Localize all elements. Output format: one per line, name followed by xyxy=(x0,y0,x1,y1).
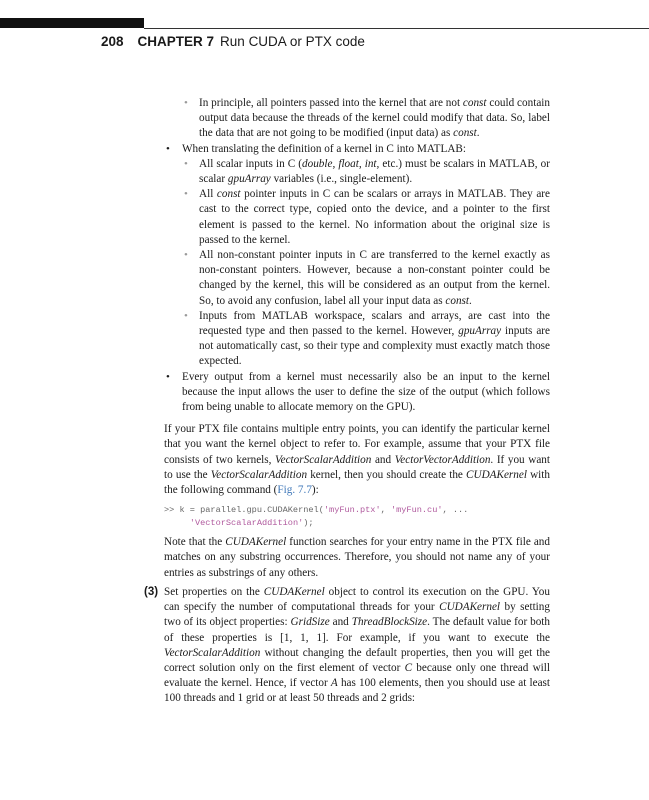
step-3: (3) Set properties on the CUDAKernel object to control its execution on the GPU. You can specify the number of computational threads for your CUDAKernel by setting two of its object properties: GridSize and ThreadBlockSize. The default value for both of these properties is [1, 1, 1]. For example, if you want to execute the VectorScalarAddition without changing the default properties, then you will get the correct solution only on the first element of vector C because only one thread will evaluate the kernel. Hence, if vector A has 100 elements, then you should use at least 100 threads and 1 grid or at least 50 threads and 2 grids: xyxy=(144,585,551,705)
list-item: • All non-constant pointer inputs in C are transferred to the kernel exactly as non-constant pointers. However, because a non-constant pointer could be changed by the kernel, this will be considered as an output from the kernel. So, to avoid any confusion, label all your input data as const. xyxy=(182,248,550,309)
step-number: (3) xyxy=(144,585,159,598)
list-item xyxy=(164,142,550,370)
chapter-title: Run CUDA or PTX code xyxy=(220,34,365,49)
continued-sublist xyxy=(182,96,550,142)
list-item: • In principle, all pointers passed into the kernel that are not const could contain output data because the threads of the kernel could modify that data. So, label the data that are not going to be modified (input data) as const. xyxy=(182,96,550,142)
paragraph-note: Note that the CUDAKernel function searches for your entry name in the PTX file and matches on any substring occurrences. Therefore, you should not name any of your entries as substrings of any others. xyxy=(164,536,550,579)
list-item: • All const pointer inputs in C can be scalars or arrays in MATLAB. They are cast to the correct type, copied onto the device, and a pointer to the first element is passed to the kernel. No information about the original size is passed to the kernel. xyxy=(182,187,550,248)
bullet-list xyxy=(164,142,550,416)
code-block: >> k = parallel.gpu.CUDAKernel('myFun.ptx', 'myFun.cu', ... 'VectorScalarAddition'); xyxy=(164,505,469,528)
list-item-text: When translating the definition of a kernel in C into MATLAB: xyxy=(182,142,466,155)
header-rule xyxy=(144,28,649,29)
list-item: • Every output from a kernel must necessarily also be an input to the kernel because the input allows the user to define the size of the output (which follows from being unable to allocate memory on the GPU). xyxy=(164,370,550,416)
running-head xyxy=(101,34,365,49)
page-body xyxy=(144,96,551,707)
list-item: • All scalar inputs in C (double, float, int, etc.) must be scalars in MATLAB, or scalar gpuArray variables (i.e., single-element). xyxy=(182,157,550,187)
list-item: • Inputs from MATLAB workspace, scalars and arrays, are cast into the requested type and then passed to the kernel. However, gpuArray inputs are not automatically cast, so their type and complexity must exactly match those expected. xyxy=(182,309,550,370)
figure-link[interactable]: Fig. 7.7 xyxy=(277,484,312,497)
page-number: 208 xyxy=(101,34,124,49)
header-bar xyxy=(0,18,144,28)
chapter-label: CHAPTER 7 xyxy=(137,34,215,49)
paragraph-ptx-entry-points: If your PTX file contains multiple entry points, you can identify the particular kernel that you want the kernel object to refer to. For example, assume that your PTX file consists of two kernels, VectorScalarAddition and VectorVectorAddition. If you want to use the VectorScalarAddition kernel, then you should create the CUDAKernel with the following command (Fig. 7.7): xyxy=(164,423,550,497)
sublist xyxy=(182,157,550,370)
